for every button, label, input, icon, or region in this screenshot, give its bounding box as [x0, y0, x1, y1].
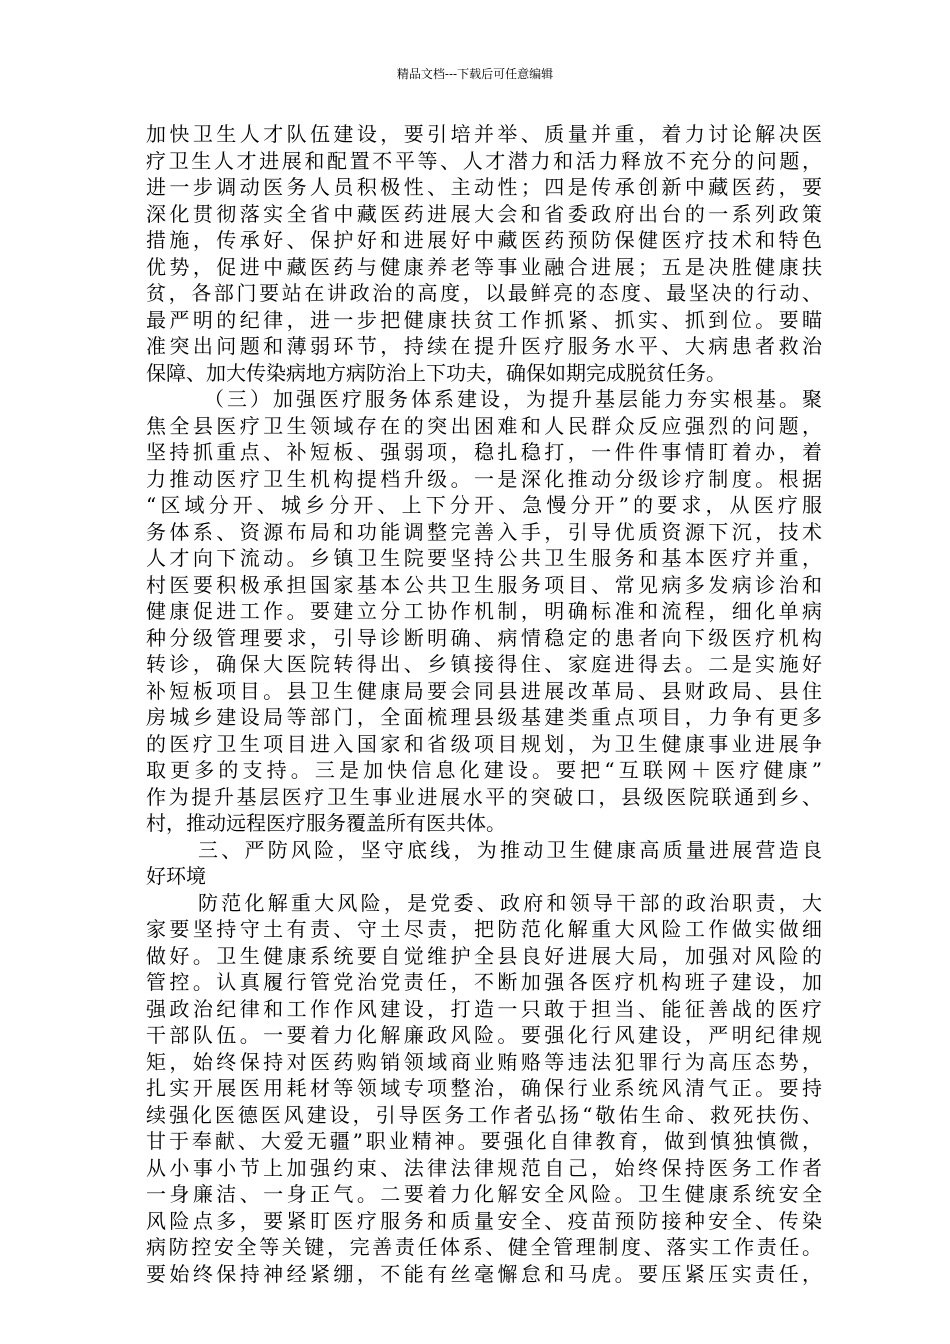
text-line: 焦全县医疗卫生领域存在的突出困难和人民群众反应强烈的问题， [146, 413, 822, 438]
page-header: 精品文档---下载后可任意编辑 [396, 67, 554, 81]
text-line: 坚持抓重点、补短板、强弱项，稳扎稳打，一件件事情盯着办，着 [146, 440, 822, 464]
text-line: 加快卫生人才队伍建设，要引培并举、质量并重，着力讨论解决医 [146, 122, 822, 146]
text-line: 准突出问题和薄弱环节，持续在提升医疗服务水平、大病患者救治 [146, 334, 822, 358]
text-line: 进一步调动医务人员积极性、主动性；四是传承创新中藏医药，要 [146, 175, 822, 199]
text-line: 管控。认真履行管党治党责任，不断加强各医疗机构班子建设，加 [146, 970, 822, 994]
text-line: 疗卫生人才进展和配置不平等、人才潜力和活力释放不充分的问题， [146, 148, 822, 173]
text-line: 续强化医德医风建设，引导医务工作者弘扬“敬佑生命、救死扶伤、 [146, 1102, 822, 1127]
text-line: 病防控安全等关键，完善责任体系、健全管理制度、落实工作责任。 [146, 1235, 822, 1259]
section-heading: 三、严防风险，坚守底线，为推动卫生健康高质量进展营造良 [198, 837, 822, 862]
text-line: 矩，始终保持对医药购销领域商业贿赂等违法犯罪行为高压态势， [146, 1049, 822, 1074]
text-line: 村，推动远程医疗服务覆盖所有医共体。 [146, 811, 506, 835]
text-line: 取更多的支持。三是加快信息化建设。要把“互联网＋医疗健康” [146, 758, 822, 782]
text-line: 一身廉洁、一身正气。二要着力化解安全风险。卫生健康系统安全 [146, 1182, 822, 1206]
text-line: 村医要积极承担国家基本公共卫生服务项目、常见病多发病诊治和 [146, 572, 822, 597]
section-heading-continued: 好环境 [146, 864, 206, 888]
text-line: 保障、加大传染病地方病防治上下功夫，确保如期完成脱贫任务。 [146, 360, 726, 385]
text-line: 贫，各部门要站在讲政治的高度，以最鲜亮的态度、最坚决的行动、 [146, 281, 822, 305]
text-line: 种分级管理要求，引导诊断明确、病情稳定的患者向下级医疗机构 [146, 625, 822, 650]
text-line: 务体系、资源布局和功能调整完善入手，引导优质资源下沉，技术 [146, 519, 822, 544]
text-line: “区域分开、城乡分开、上下分开、急慢分开”的要求，从医疗服 [146, 493, 822, 517]
text-line: 要始终保持神经紧绷，不能有丝毫懈怠和马虎。要压紧压实责任， [146, 1261, 822, 1286]
text-line: 房城乡建设局等部门，全面梳理县级基建类重点项目，力争有更多 [146, 705, 822, 729]
text-line: 干部队伍。一要着力化解廉政风险。要强化行风建设，严明纪律规 [146, 1023, 822, 1047]
document-body [146, 121, 822, 1287]
text-line: 作为提升基层医疗卫生事业进展水平的突破口，县级医院联通到乡、 [146, 784, 822, 809]
text-line: 的医疗卫生项目进入国家和省级项目规划，为卫生健康事业进展争 [146, 731, 822, 756]
text-line: 从小事小节上加强约束、法律法律规范自己，始终保持医务工作者 [146, 1155, 822, 1180]
text-line: 最严明的纪律，进一步把健康扶贫工作抓紧、抓实、抓到位。要瞄 [146, 307, 822, 332]
text-line: 优势，促进中藏医药与健康养老等事业融合进展；五是决胜健康扶 [146, 254, 822, 279]
paragraph-start: 防范化解重大风险，是党委、政府和领导干部的政治职责，大 [198, 890, 822, 915]
text-line: 健康促进工作。要建立分工协作机制，明确标准和流程，细化单病 [146, 599, 822, 623]
text-line: 深化贯彻落实全省中藏医药进展大会和省委政府出台的一系列政策 [146, 201, 822, 226]
text-line: 力推动医疗卫生机构提档升级。一是深化推动分级诊疗制度。根据 [146, 466, 822, 491]
text-line: 人才向下流动。乡镇卫生院要坚持公共卫生服务和基本医疗并重， [146, 546, 822, 570]
text-line: 家要坚持守土有责、守土尽责，把防范化解重大风险工作做实做细 [146, 917, 822, 941]
text-line: 补短板项目。县卫生健康局要会同县进展改革局、县财政局、县住 [146, 678, 822, 703]
text-line: 做好。卫生健康系统要自觉维护全县良好进展大局，加强对风险的 [146, 943, 822, 968]
text-line: 措施，传承好、保护好和进展好中藏医药预防保健医疗技术和特色 [146, 228, 822, 252]
paragraph-heading: （三）加强医疗服务体系建设，为提升基层能力夯实根基。聚 [204, 387, 822, 411]
text-line: 强政治纪律和工作作风建设，打造一只敢于担当、能征善战的医疗 [146, 996, 822, 1021]
text-line: 风险点多，要紧盯医疗服务和质量安全、疫苗预防接种安全、传染 [146, 1208, 822, 1233]
text-line: 扎实开展医用耗材等领域专项整治，确保行业系统风清气正。要持 [146, 1076, 822, 1100]
text-line: 甘于奉献、大爱无疆”职业精神。要强化自律教育，做到慎独慎微， [146, 1129, 822, 1153]
text-line: 转诊，确保大医院转得出、乡镇接得住、家庭进得去。二是实施好 [146, 652, 822, 676]
